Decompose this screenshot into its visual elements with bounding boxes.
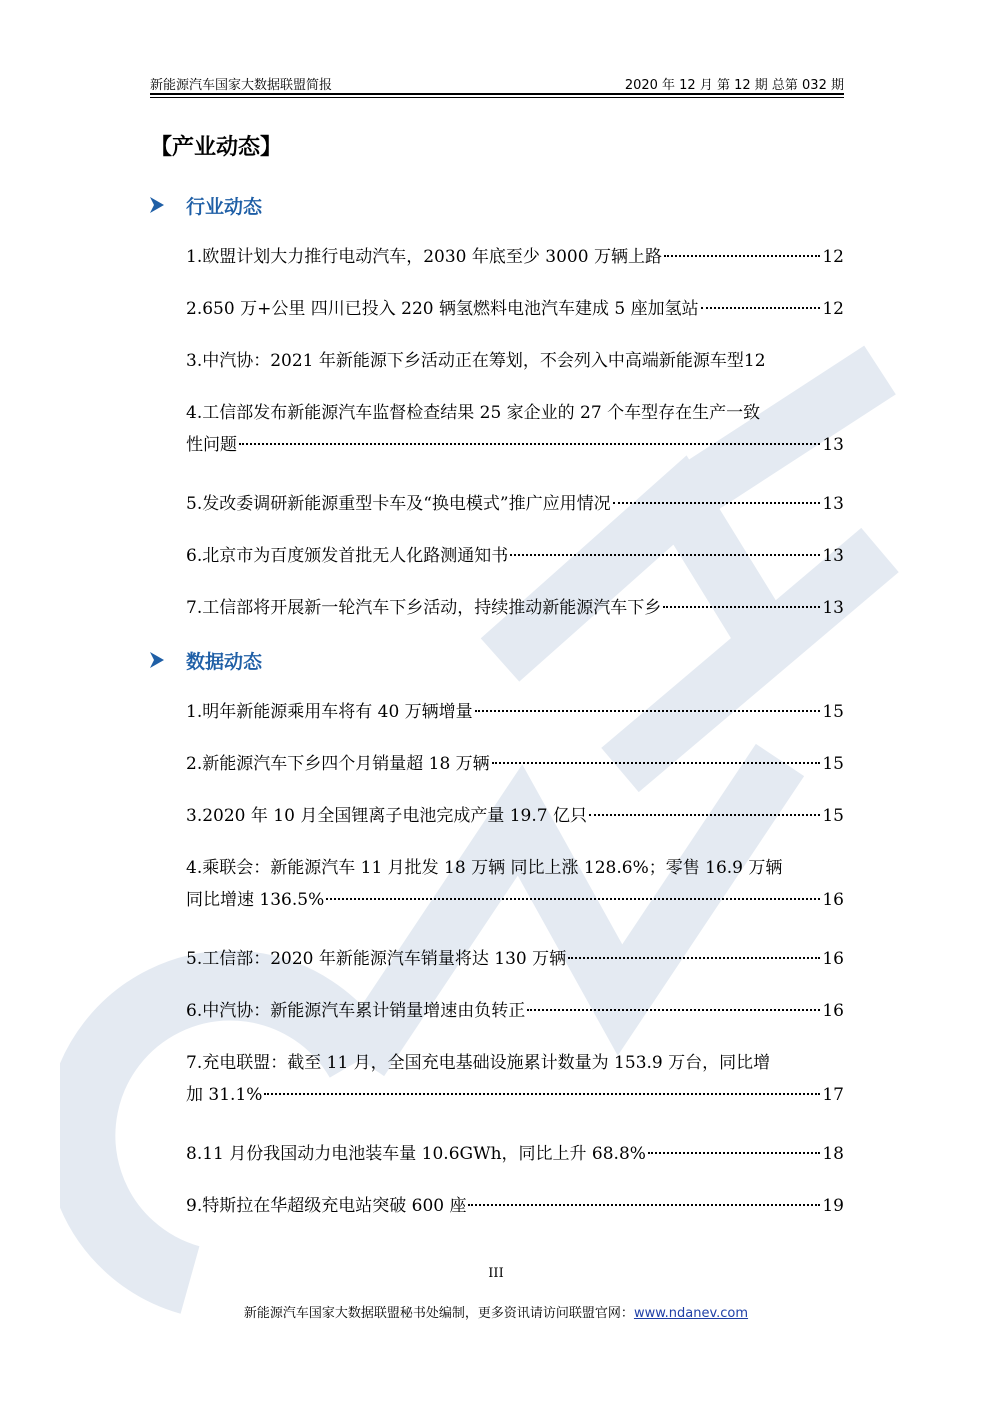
toc-entry[interactable] xyxy=(186,939,844,979)
section-title: 【产业动态】 xyxy=(150,135,283,160)
toc-entry[interactable] xyxy=(186,341,844,381)
toc-entry-text: 7.工信部将开展新一轮汽车下乡活动，持续推动新能源汽车下乡 xyxy=(186,598,662,618)
toc-page-number: 19 xyxy=(822,1196,844,1216)
toc-entry[interactable] xyxy=(186,744,844,784)
footer xyxy=(0,1302,992,1321)
toc-entry-text: 6.中汽协：新能源汽车累计销量增速由负转正 xyxy=(186,1001,526,1021)
dot-leader xyxy=(613,502,820,504)
toc-page-number: 15 xyxy=(822,702,844,722)
toc-page-number: 13 xyxy=(822,435,844,455)
toc-entry-text: 2.650 万+公里 四川已投入 220 辆氢燃料电池汽车建成 5 座加氢站 xyxy=(186,299,699,319)
subheading-label: 行业动态 xyxy=(186,195,263,218)
subheading-label: 数据动态 xyxy=(186,650,263,673)
toc-entry[interactable] xyxy=(186,1186,844,1226)
toc-entry-text: 1.明年新能源乘用车将有 40 万辆增量 xyxy=(186,702,473,722)
toc-entry[interactable] xyxy=(186,393,844,465)
footer-website-link[interactable]: www.ndanev.com xyxy=(633,1306,749,1321)
toc-entry-text: 2.新能源汽车下乡四个月销量超 18 万辆 xyxy=(186,754,490,774)
toc-entry[interactable] xyxy=(186,588,844,628)
dot-leader xyxy=(510,554,820,556)
toc-page-number: 13 xyxy=(822,598,844,618)
toc-entry-text: 5.工信部：2020 年新能源汽车销量将达 130 万辆 xyxy=(186,949,567,969)
toc-entry-text: 1.欧盟计划大力推行电动汽车，2030 年底至少 3000 万辆上路 xyxy=(186,247,662,267)
toc-entry-text: 3.中汽协：2021 年新能源下乡活动正在筹划，不会列入中高端新能源车型 xyxy=(186,351,744,371)
footer-text: 新能源汽车国家大数据联盟秘书处编制，更多资讯请访问联盟官网： xyxy=(243,1306,634,1321)
toc-entry-text-cont: 同比增速 136.5% xyxy=(186,890,325,910)
dot-leader xyxy=(701,307,820,309)
dot-leader xyxy=(664,255,820,257)
toc-entry-text: 9.特斯拉在华超级充电站突破 600 座 xyxy=(186,1196,467,1216)
header-issue: 2020 年 12 月 第 12 期 总第 032 期 xyxy=(624,78,844,93)
toc-page-number: 13 xyxy=(822,494,844,514)
toc-entry-text: 4.乘联会：新能源汽车 11 月批发 18 万辆 同比上涨 128.6%；零售 16.9 万辆 xyxy=(186,858,783,878)
dot-leader xyxy=(648,1152,820,1154)
toc-page-number: 16 xyxy=(822,949,844,969)
subheading-industry xyxy=(150,191,262,219)
toc-entry[interactable] xyxy=(186,848,844,920)
toc-page-number: 12 xyxy=(822,247,844,267)
toc-page-number: 17 xyxy=(822,1085,844,1105)
arrow-bullet-icon xyxy=(150,197,164,213)
toc-entry[interactable] xyxy=(186,692,844,732)
toc-entry[interactable] xyxy=(186,991,844,1031)
toc-page-number: 15 xyxy=(822,806,844,826)
header-title: 新能源汽车国家大数据联盟简报 xyxy=(150,78,333,93)
running-header xyxy=(150,72,844,94)
arrow-bullet-icon xyxy=(150,652,164,668)
toc-page-number: 16 xyxy=(822,890,844,910)
toc-page-number: 13 xyxy=(822,546,844,566)
toc-entry-text-cont: 加 31.1% xyxy=(186,1085,263,1105)
dot-leader xyxy=(527,1009,820,1011)
dot-leader xyxy=(468,1204,820,1206)
toc-page-number: 18 xyxy=(822,1144,844,1164)
dot-leader xyxy=(492,762,820,764)
toc-entry[interactable] xyxy=(186,237,844,277)
toc-entry[interactable] xyxy=(186,1134,844,1174)
dot-leader xyxy=(589,814,820,816)
subheading-data xyxy=(150,646,262,674)
toc-entry[interactable] xyxy=(186,536,844,576)
toc-entry[interactable] xyxy=(186,1043,844,1115)
toc-entry[interactable] xyxy=(186,796,844,836)
toc-page-number: 16 xyxy=(822,1001,844,1021)
toc-entry-text: 6.北京市为百度颁发首批无人化路测通知书 xyxy=(186,546,509,566)
toc-page-number: 15 xyxy=(822,754,844,774)
dot-leader xyxy=(239,443,820,445)
dot-leader xyxy=(475,710,820,712)
header-rule xyxy=(150,93,844,95)
dot-leader xyxy=(264,1093,820,1095)
toc-entry-text: 4.工信部发布新能源汽车监督检查结果 25 家企业的 27 个车型存在生产一致 xyxy=(186,403,761,423)
toc-entry[interactable] xyxy=(186,289,844,329)
header-rule-thin xyxy=(150,97,844,98)
toc-entry-text-cont: 性问题 xyxy=(186,435,237,455)
toc-entry[interactable] xyxy=(186,484,844,524)
toc-page-number: 12 xyxy=(743,351,766,371)
toc-entry-text: 5.发改委调研新能源重型卡车及“换电模式”推广应用情况 xyxy=(186,494,611,514)
toc-entry-text: 3.2020 年 10 月全国锂离子电池完成产量 19.7 亿只 xyxy=(186,806,587,826)
toc-page-number: 12 xyxy=(822,299,844,319)
page-number: III xyxy=(488,1266,504,1281)
dot-leader xyxy=(326,898,820,900)
toc-entry-text: 8.11 月份我国动力电池装车量 10.6GWh，同比上升 68.8% xyxy=(186,1144,646,1164)
dot-leader xyxy=(568,957,820,959)
dot-leader xyxy=(663,606,820,608)
toc-entry-text: 7.充电联盟：截至 11 月，全国充电基础设施累计数量为 153.9 万台，同比增 xyxy=(186,1053,771,1073)
